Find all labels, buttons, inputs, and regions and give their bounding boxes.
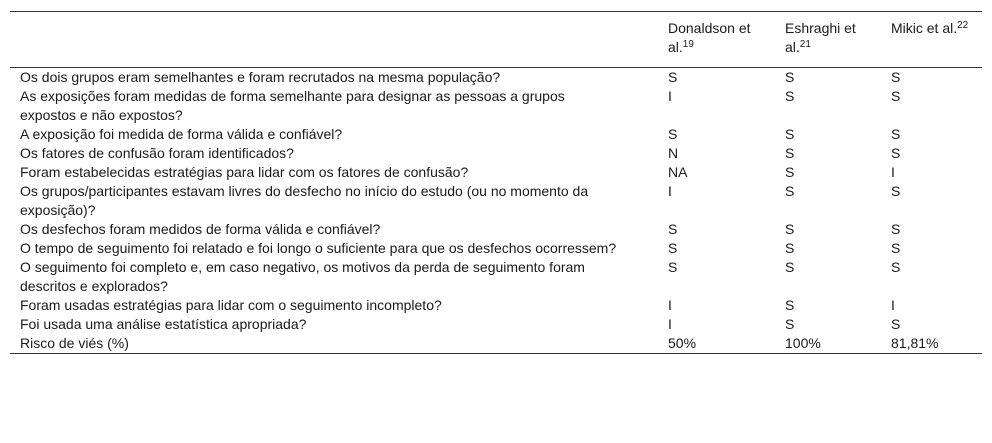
eshraghi-cell: S (785, 240, 795, 256)
header-criterion (10, 12, 664, 68)
table-row (10, 125, 982, 144)
eshraghi-cell: S (785, 145, 795, 161)
table-row (10, 239, 982, 258)
eshraghi-cell: S (785, 259, 795, 275)
donaldson-cell: I (668, 183, 672, 199)
table-row (10, 296, 982, 315)
donaldson-cell: S (668, 126, 678, 142)
criterion-cell: Os grupos/participantes estavam livres do desfecho no início do estudo (ou no momento da exposição)? (20, 183, 589, 218)
criterion-cell: Foram usadas estratégias para lidar com o seguimento incompleto? (20, 297, 442, 313)
criterion-cell: As exposições foram medidas de forma semelhante para designar as pessoas a grupos expostos e não expostos? (20, 88, 565, 123)
criterion-cell: Foi usada uma análise estatística apropriada? (20, 316, 307, 332)
mikic-cell: S (891, 316, 901, 332)
mikic-cell: I (891, 297, 895, 313)
donaldson-cell: I (668, 88, 672, 104)
mikic-cell: I (891, 164, 895, 180)
header-eshraghi (781, 12, 887, 68)
donaldson-cell: I (668, 316, 672, 332)
donaldson-cell: I (668, 297, 672, 313)
eshraghi-cell: S (785, 183, 795, 199)
criterion-cell: Risco de viés (%) (20, 335, 129, 351)
table-row (10, 220, 982, 239)
table-row (10, 258, 982, 296)
mikic-cell: S (891, 145, 901, 161)
eshraghi-cell: S (785, 297, 795, 313)
table-row (10, 68, 982, 88)
mikic-cell: 81,81% (891, 335, 939, 351)
table-header (10, 12, 982, 68)
mikic-cell: S (891, 259, 901, 275)
criterion-cell: A exposição foi medida de forma válida e confiável? (20, 126, 343, 142)
criterion-cell: Foram estabelecidas estratégias para lidar com os fatores de confusão? (20, 164, 469, 180)
mikic-cell: S (891, 126, 901, 142)
table-body (10, 68, 982, 354)
donaldson-cell: S (668, 259, 678, 275)
table-row (10, 144, 982, 163)
header-author: Donaldson et al. (668, 20, 751, 55)
criterion-cell: O seguimento foi completo e, em caso negativo, os motivos da perda de seguimento foram descritos e explorados? (20, 259, 585, 294)
header-ref: 22 (957, 20, 969, 31)
donaldson-cell: S (668, 221, 678, 237)
header-ref: 21 (799, 39, 811, 50)
mikic-cell: S (891, 88, 901, 104)
header-ref: 19 (682, 39, 694, 50)
criterion-cell: Os dois grupos eram semelhantes e foram recrutados na mesma população? (20, 69, 501, 85)
header-author: Mikic et al. (891, 20, 958, 36)
table-row (10, 315, 982, 334)
mikic-cell: S (891, 183, 901, 199)
eshraghi-cell: S (785, 126, 795, 142)
donaldson-cell: S (668, 240, 678, 256)
table-row (10, 87, 982, 125)
eshraghi-cell: S (785, 221, 795, 237)
donaldson-cell: 50% (668, 335, 697, 351)
criterion-cell: O tempo de seguimento foi relatado e foi longo o suficiente para que os desfechos ocorressem? (20, 240, 617, 256)
table-row-risk-of-bias (10, 334, 982, 354)
header-row (10, 12, 982, 68)
table-row (10, 182, 982, 220)
risk-of-bias-table-container (10, 11, 982, 354)
criterion-cell: Os desfechos foram medidos de forma válida e confiável? (20, 221, 381, 237)
eshraghi-cell: S (785, 69, 795, 85)
header-author: Eshraghi et al. (785, 20, 856, 55)
mikic-cell: S (891, 240, 901, 256)
mikic-cell: S (891, 69, 901, 85)
eshraghi-cell: S (785, 88, 795, 104)
donaldson-cell: S (668, 69, 678, 85)
eshraghi-cell: S (785, 164, 795, 180)
header-mikic (887, 12, 982, 68)
eshraghi-cell: S (785, 316, 795, 332)
criterion-cell: Os fatores de confusão foram identificados? (20, 145, 294, 161)
table-row (10, 163, 982, 182)
risk-of-bias-table (10, 11, 982, 354)
eshraghi-cell: 100% (785, 335, 821, 351)
donaldson-cell: N (668, 145, 679, 161)
donaldson-cell: NA (668, 164, 688, 180)
mikic-cell: S (891, 221, 901, 237)
header-donaldson (664, 12, 781, 68)
